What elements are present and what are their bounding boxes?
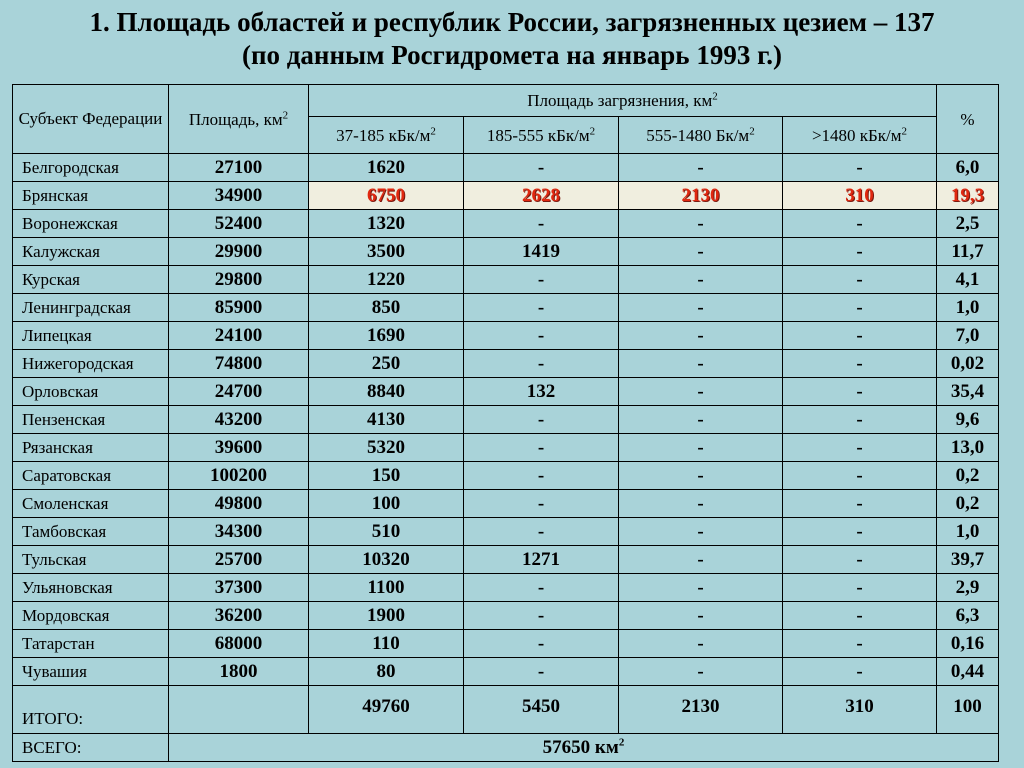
- header-subject: Субъект Федерации: [13, 85, 169, 154]
- row-name: Белгородская: [13, 154, 169, 182]
- row-c1: 850: [309, 294, 464, 322]
- table-row: [13, 630, 999, 658]
- row-pct: 19,3: [937, 182, 999, 210]
- row-c2: -: [464, 630, 619, 658]
- row-c4: -: [783, 518, 937, 546]
- table-row: [13, 294, 999, 322]
- row-area: 85900: [169, 294, 309, 322]
- row-c1: 110: [309, 630, 464, 658]
- row-c2: -: [464, 462, 619, 490]
- totals-area: [169, 686, 309, 734]
- row-c2: -: [464, 210, 619, 238]
- row-c4: -: [783, 406, 937, 434]
- row-pct: 4,1: [937, 266, 999, 294]
- header-area: Площадь, $км^2$: [169, 85, 309, 154]
- row-c4: -: [783, 434, 937, 462]
- row-area: 24700: [169, 378, 309, 406]
- row-c2: -: [464, 294, 619, 322]
- row-c1: 250: [309, 350, 464, 378]
- row-c4: -: [783, 210, 937, 238]
- row-pct: 39,7: [937, 546, 999, 574]
- row-c4: -: [783, 602, 937, 630]
- row-c2: -: [464, 518, 619, 546]
- row-pct: 1,0: [937, 294, 999, 322]
- totals-row: [13, 686, 999, 734]
- row-c3: -: [619, 266, 783, 294]
- row-c4: -: [783, 546, 937, 574]
- row-c4: -: [783, 658, 937, 686]
- table-row: [13, 238, 999, 266]
- row-name: Орловская: [13, 378, 169, 406]
- row-c2: -: [464, 602, 619, 630]
- row-pct: 0,02: [937, 350, 999, 378]
- table-row: [13, 602, 999, 630]
- row-pct: 0,2: [937, 462, 999, 490]
- row-area: 34900: [169, 182, 309, 210]
- row-name: Смоленская: [13, 490, 169, 518]
- row-c4: 310: [783, 182, 937, 210]
- row-c3: -: [619, 630, 783, 658]
- row-c3: -: [619, 434, 783, 462]
- row-c3: -: [619, 574, 783, 602]
- row-area: 74800: [169, 350, 309, 378]
- header-c3: 555-1480 $Бк/м^2$: [619, 117, 783, 154]
- row-c4: -: [783, 490, 937, 518]
- row-name: Ульяновская: [13, 574, 169, 602]
- table-row: [13, 546, 999, 574]
- row-c1: 1100: [309, 574, 464, 602]
- row-c3: 2130: [619, 182, 783, 210]
- row-area: 25700: [169, 546, 309, 574]
- row-area: 1800: [169, 658, 309, 686]
- row-area: 27100: [169, 154, 309, 182]
- row-area: 43200: [169, 406, 309, 434]
- row-c4: -: [783, 266, 937, 294]
- totals-c1: 49760: [309, 686, 464, 734]
- table-row: [13, 434, 999, 462]
- row-c1: 100: [309, 490, 464, 518]
- row-area: 36200: [169, 602, 309, 630]
- totals-pct: 100: [937, 686, 999, 734]
- row-name: Пензенская: [13, 406, 169, 434]
- row-name: Нижегородская: [13, 350, 169, 378]
- row-pct: 35,4: [937, 378, 999, 406]
- row-c2: -: [464, 154, 619, 182]
- row-c3: -: [619, 154, 783, 182]
- row-c1: 6750: [309, 182, 464, 210]
- row-c4: -: [783, 350, 937, 378]
- row-c3: -: [619, 210, 783, 238]
- header-c2: 185-555 кБк/$м^2$: [464, 117, 619, 154]
- row-area: 34300: [169, 518, 309, 546]
- table-row: [13, 154, 999, 182]
- row-c3: -: [619, 294, 783, 322]
- table-body: [13, 154, 999, 686]
- row-area: 49800: [169, 490, 309, 518]
- row-pct: 6,0: [937, 154, 999, 182]
- row-c2: 1419: [464, 238, 619, 266]
- title-line-1: 1. Площадь областей и республик России, загрязненных цезием – 137: [89, 7, 935, 37]
- page-title: [0, 6, 1024, 72]
- row-c3: -: [619, 462, 783, 490]
- row-c1: 8840: [309, 378, 464, 406]
- row-c1: 1220: [309, 266, 464, 294]
- row-c1: 5320: [309, 434, 464, 462]
- header-c1: 37-185 кБк/$м^2$: [309, 117, 464, 154]
- row-c3: -: [619, 350, 783, 378]
- row-pct: 13,0: [937, 434, 999, 462]
- row-c1: 80: [309, 658, 464, 686]
- row-c4: -: [783, 154, 937, 182]
- contamination-table: [12, 84, 999, 762]
- header-percent: %: [937, 85, 999, 154]
- row-c2: 1271: [464, 546, 619, 574]
- title-line-2: (по данным Росгидромета на январь 1993 г.): [241, 40, 783, 70]
- totals-c3: 2130: [619, 686, 783, 734]
- totals-c2: 5450: [464, 686, 619, 734]
- row-area: 29800: [169, 266, 309, 294]
- row-area: 68000: [169, 630, 309, 658]
- table-row: [13, 266, 999, 294]
- row-pct: 9,6: [937, 406, 999, 434]
- row-c4: -: [783, 378, 937, 406]
- table-row: [13, 322, 999, 350]
- row-area: 100200: [169, 462, 309, 490]
- row-c2: -: [464, 434, 619, 462]
- row-c2: 132: [464, 378, 619, 406]
- row-name: Липецкая: [13, 322, 169, 350]
- row-pct: 0,44: [937, 658, 999, 686]
- row-c1: 10320: [309, 546, 464, 574]
- row-c3: -: [619, 546, 783, 574]
- row-pct: 0,2: [937, 490, 999, 518]
- row-name: Калужская: [13, 238, 169, 266]
- row-c3: -: [619, 378, 783, 406]
- row-name: Чувашия: [13, 658, 169, 686]
- header-c4: >1480 кБк/$м^2$: [783, 117, 937, 154]
- totals-label: ИТОГО:: [13, 686, 169, 734]
- row-c1: 150: [309, 462, 464, 490]
- row-c2: -: [464, 490, 619, 518]
- row-pct: 2,5: [937, 210, 999, 238]
- table-row: [13, 378, 999, 406]
- row-c4: -: [783, 630, 937, 658]
- table-row: [13, 406, 999, 434]
- table-row: [13, 658, 999, 686]
- table-row: [13, 574, 999, 602]
- table-row: [13, 350, 999, 378]
- row-pct: 11,7: [937, 238, 999, 266]
- grand-total-row: [13, 734, 999, 762]
- table-row: [13, 490, 999, 518]
- row-area: 37300: [169, 574, 309, 602]
- row-c1: 1900: [309, 602, 464, 630]
- table-row: [13, 462, 999, 490]
- row-pct: 6,3: [937, 602, 999, 630]
- row-c1: 4130: [309, 406, 464, 434]
- row-area: 24100: [169, 322, 309, 350]
- grand-total-label: ВСЕГО:: [13, 734, 169, 762]
- row-c4: -: [783, 322, 937, 350]
- row-c2: 2628: [464, 182, 619, 210]
- row-c3: -: [619, 602, 783, 630]
- row-area: 39600: [169, 434, 309, 462]
- row-c4: -: [783, 462, 937, 490]
- row-c1: 1620: [309, 154, 464, 182]
- row-area: 52400: [169, 210, 309, 238]
- row-c1: 1320: [309, 210, 464, 238]
- row-pct: 1,0: [937, 518, 999, 546]
- row-c1: 510: [309, 518, 464, 546]
- row-c2: -: [464, 574, 619, 602]
- table-row: [13, 518, 999, 546]
- row-name: Брянская: [13, 182, 169, 210]
- row-c4: -: [783, 238, 937, 266]
- row-c2: -: [464, 350, 619, 378]
- row-name: Мордовская: [13, 602, 169, 630]
- header-contamination: Площадь загрязнения, $км^2$: [309, 85, 937, 117]
- row-pct: 7,0: [937, 322, 999, 350]
- row-name: Рязанская: [13, 434, 169, 462]
- row-c1: 1690: [309, 322, 464, 350]
- row-name: Ленинградская: [13, 294, 169, 322]
- row-area: 29900: [169, 238, 309, 266]
- row-name: Тульская: [13, 546, 169, 574]
- row-name: Саратовская: [13, 462, 169, 490]
- row-c1: 3500: [309, 238, 464, 266]
- row-c4: -: [783, 574, 937, 602]
- table-row: [13, 210, 999, 238]
- grand-total-value: 57650 $км^2$: [169, 734, 999, 762]
- row-c2: -: [464, 322, 619, 350]
- row-c3: -: [619, 490, 783, 518]
- row-c3: -: [619, 658, 783, 686]
- row-c3: -: [619, 322, 783, 350]
- row-c4: -: [783, 294, 937, 322]
- row-name: Татарстан: [13, 630, 169, 658]
- row-name: Курская: [13, 266, 169, 294]
- row-c2: -: [464, 406, 619, 434]
- row-c3: -: [619, 406, 783, 434]
- row-c3: -: [619, 238, 783, 266]
- row-name: Воронежская: [13, 210, 169, 238]
- table-row: [13, 182, 999, 210]
- row-c2: -: [464, 658, 619, 686]
- row-name: Тамбовская: [13, 518, 169, 546]
- row-c2: -: [464, 266, 619, 294]
- row-c3: -: [619, 518, 783, 546]
- totals-c4: 310: [783, 686, 937, 734]
- row-pct: 2,9: [937, 574, 999, 602]
- row-pct: 0,16: [937, 630, 999, 658]
